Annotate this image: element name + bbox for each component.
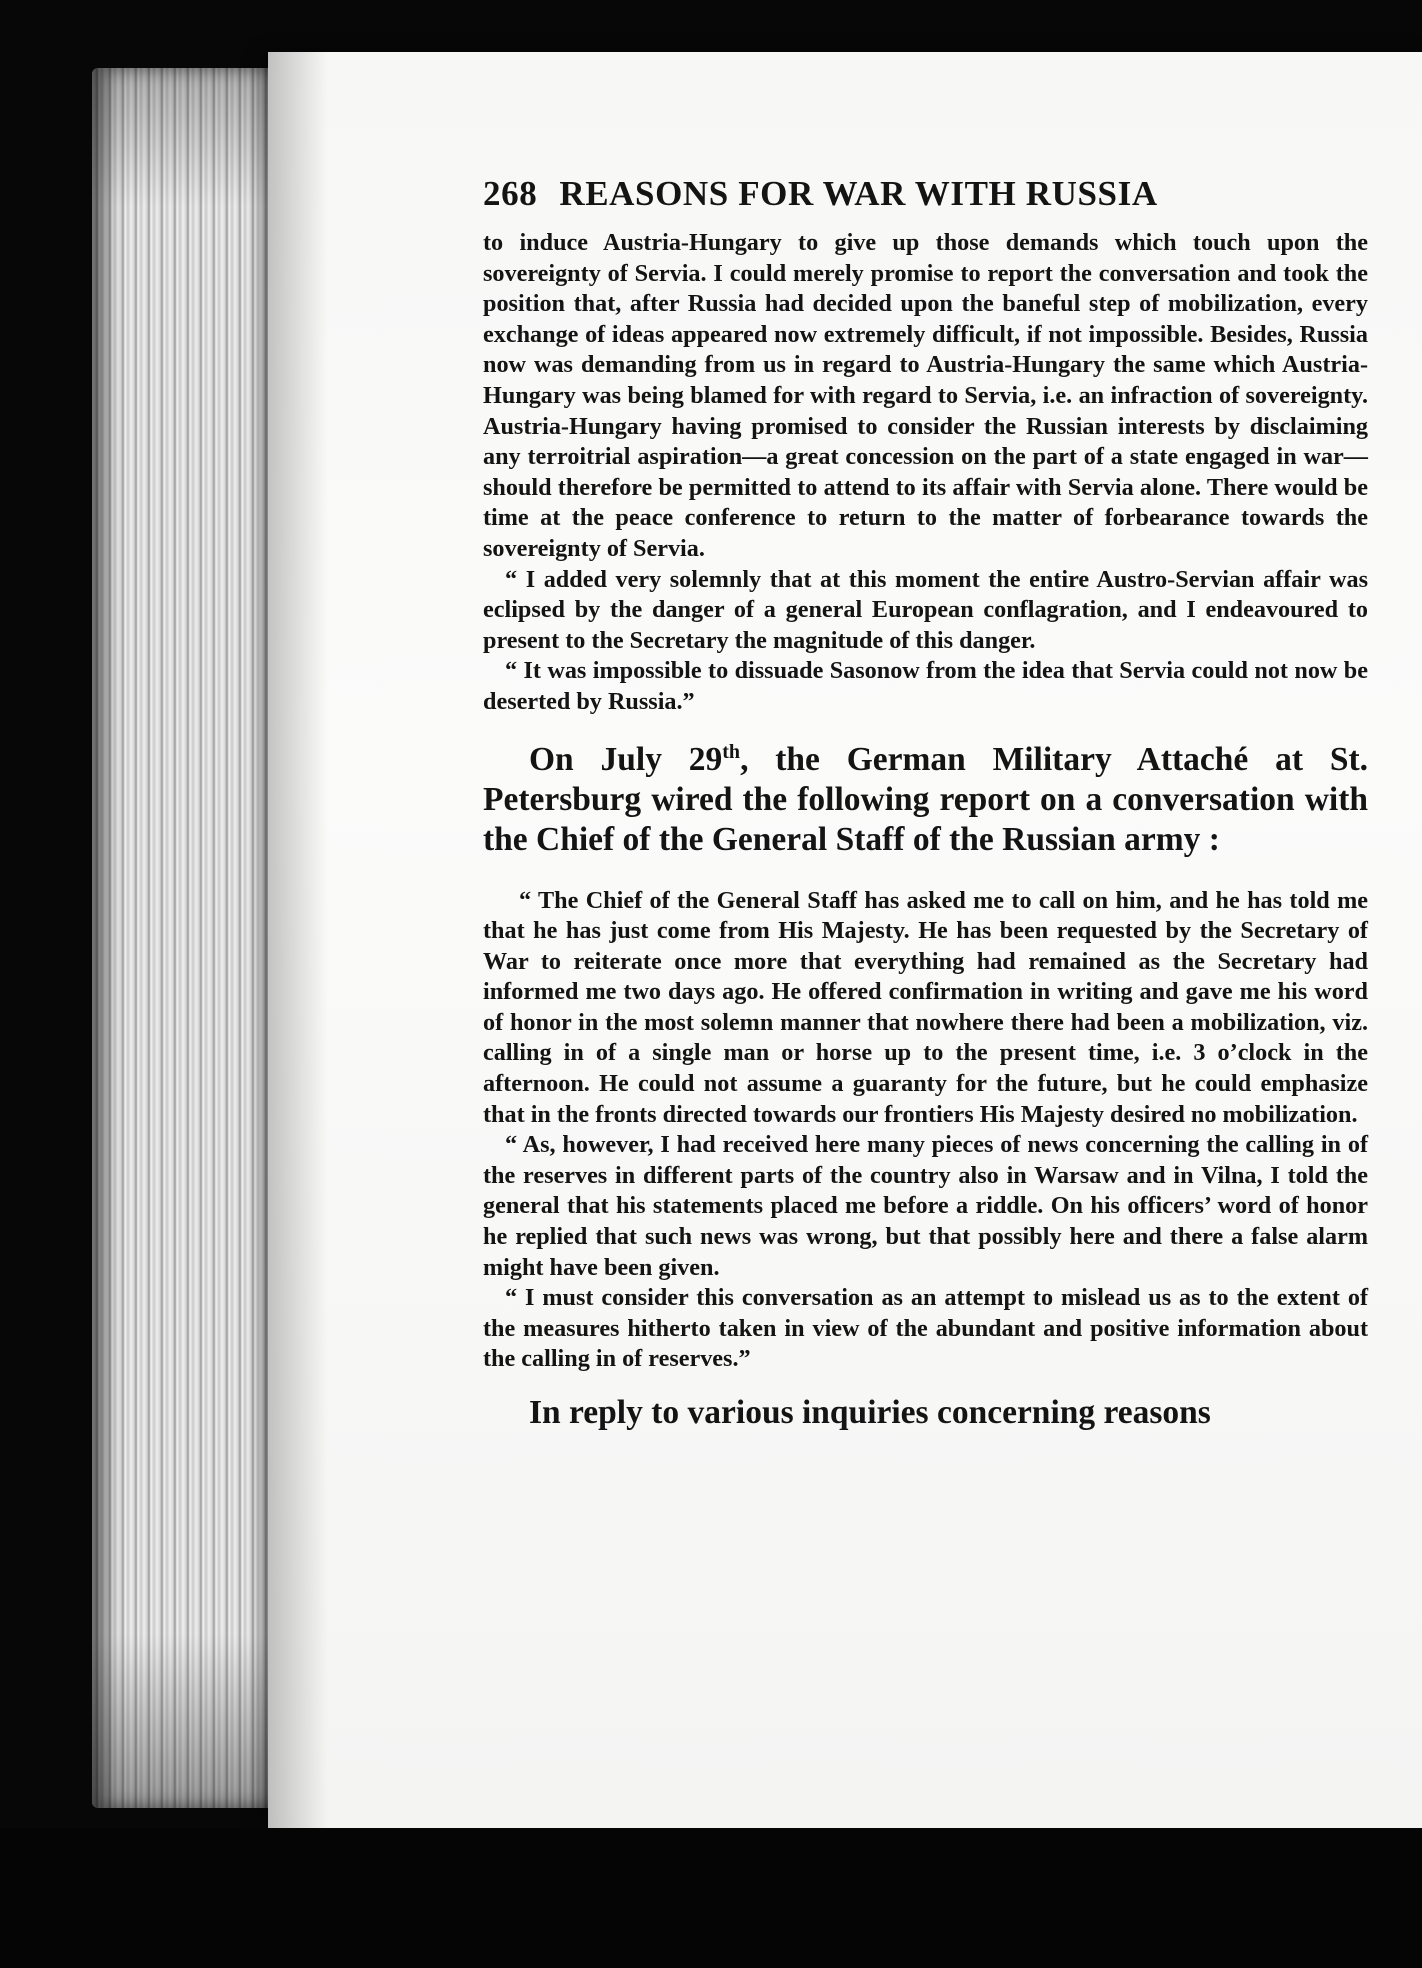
narrative1-rest: , the German Military Attaché at St. Petersburg wired the following report on a conversation with the Chief of the General Staff of the Russian army : bbox=[483, 740, 1368, 858]
narrative1-start: On July 29 bbox=[529, 740, 723, 778]
book-page-edges bbox=[92, 68, 282, 1808]
page-number: 268 bbox=[483, 174, 538, 213]
scan-bottom-background bbox=[0, 1828, 1422, 1968]
quote2-paragraph-3: “ I must consider this conversation as an attempt to mislead us as to the extent of the measures hitherto taken in view of the abundant and positive information about the calling in of reserves.” bbox=[483, 1284, 1368, 1373]
gutter-shadow bbox=[268, 52, 328, 1828]
narrative1-superscript: th bbox=[722, 740, 741, 763]
running-head-title: REASONS FOR WAR WITH RUSSIA bbox=[559, 174, 1158, 213]
running-head bbox=[483, 168, 1368, 220]
quote2-paragraph-2: “ As, however, I had received here many pieces of news concerning the calling in of the reserves in different parts of the country also in Warsaw and in Vilna, I told the general that his statements placed me before a riddle. On his officers’ word of honor he replied that such news was wrong, but that possibly here and there a false alarm might have been given. bbox=[483, 1131, 1368, 1281]
narrative-paragraph-1 bbox=[483, 740, 1368, 860]
quote1-paragraph-3: “ It was impossible to dissuade Sasonow from the idea that Servia could not now be deserted by Russia.” bbox=[483, 657, 1368, 715]
quote2-paragraph-1: “ The Chief of the General Staff has asked me to call on him, and he has told me that he has just come from His Majesty. He has been requested by the Secretary of War to reiterate once more that everything had remained as the Secretary had informed me two days ago. He offered confirmation in writing and gave me his word of honor in the most solemn manner that nowhere there had been a mobilization, viz. calling in of a single man or horse up to the present time, i.e. 3 o’clock in the afternoon. He could not assume a guaranty for the future, but he could emphasize that in the fronts directed towards our frontiers His Majesty desired no mobilization. bbox=[483, 886, 1368, 1128]
page-text-block bbox=[483, 168, 1368, 1459]
quote1-paragraph-2: “ I added very solemnly that at this moment the entire Austro-Servian affair was eclipsed by the danger of a general European conflagration, and I endeavoured to present to the Secretary the magnitude of this danger. bbox=[483, 565, 1368, 654]
narrative-paragraph-2: In reply to various inquiries concerning reasons bbox=[529, 1394, 1211, 1431]
quote1-paragraph-1: to induce Austria-Hungary to give up those demands which touch upon the sovereignty of Servia. I could merely promise to report the conversation and took the position that, after Russia had decided upon the baneful step of mobilization, every exchange of ideas appeared now extremely difficult, if not impossible. Besides, Russia now was demanding from us in regard to Austria-Hungary the same which Austria-Hungary was being blamed for with regard to Servia, i.e. an infraction of sovereignty. Austria-Hungary having promised to consider the Russian interests by disclaiming any terroitrial aspiration—a great concession on the part of a state engaged in war—should therefore be permitted to attend to its affair with Servia alone. There would be time at the peace conference to return to the matter of forbearance towards the sovereignty of Servia. bbox=[483, 229, 1368, 562]
